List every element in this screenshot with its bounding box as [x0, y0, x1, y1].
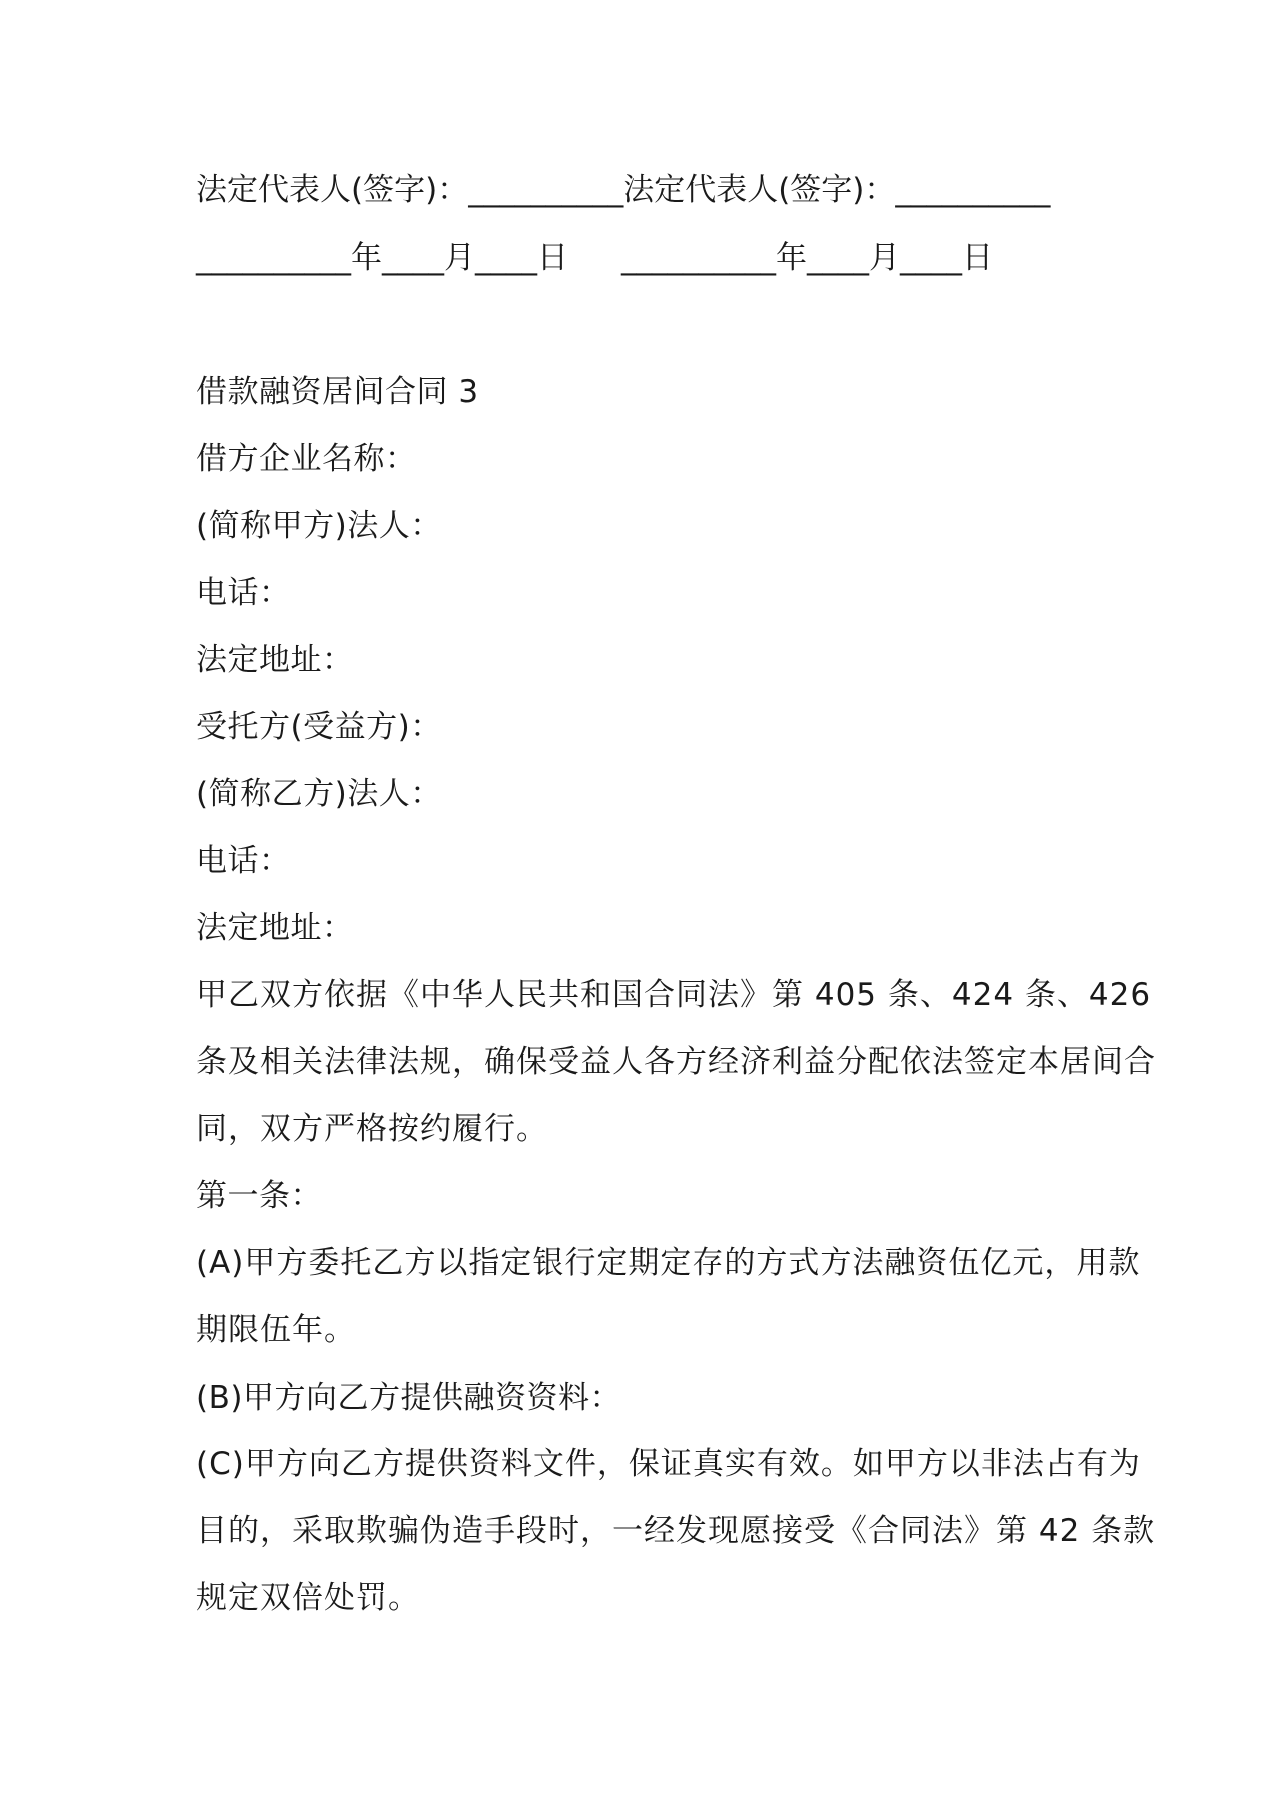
clause-a	[196, 1230, 1141, 1364]
left-date-line: __________年____月____日	[196, 240, 568, 276]
intro-line: 条及相关法律法规，确保受益人各方经济利益分配依法签定本居间合	[196, 1044, 1156, 1080]
field-party-a-address: 法定地址：	[196, 642, 354, 678]
clause-a-line: 期限伍年。	[196, 1312, 356, 1348]
field-party-a-legal-person: (简称甲方)法人：	[196, 508, 442, 544]
field-party-b-address: 法定地址：	[196, 910, 354, 946]
clause-c-line: (C)甲方向乙方提供资料文件，保证真实有效。如甲方以非法占有为	[196, 1446, 1141, 1482]
field-party-a-phone: 电话：	[196, 575, 291, 611]
left-signature-label: 法定代表人(签字)：__________	[196, 172, 624, 208]
clause-b: (B)甲方向乙方提供融资资料：	[196, 1380, 621, 1416]
date-row	[196, 238, 1196, 278]
clause-c-line: 目的，采取欺骗伪造手段时，一经发现愿接受《合同法》第 42 条款	[196, 1513, 1156, 1549]
right-signature-label: 法定代表人(签字)：__________	[623, 172, 1051, 208]
field-party-b-phone: 电话：	[196, 843, 291, 879]
field-borrower-name: 借方企业名称：	[196, 441, 417, 477]
intro-paragraph	[196, 962, 1156, 1163]
article-one-heading: 第一条：	[196, 1178, 322, 1214]
clause-c	[196, 1431, 1156, 1632]
clause-a-line: (A)甲方委托乙方以指定银行定期定存的方式方法融资伍亿元，用款	[196, 1245, 1141, 1281]
intro-line: 同，双方严格按约履行。	[196, 1111, 548, 1147]
contract-title: 借款融资居间合同 3	[196, 374, 479, 410]
right-date-line: __________年____月____日	[621, 240, 993, 276]
clause-c-line: 规定双倍处罚。	[196, 1580, 420, 1616]
signature-row	[196, 170, 1050, 210]
field-trustee: 受托方(受益方)：	[196, 709, 442, 745]
intro-line: 甲乙双方依据《中华人民共和国合同法》第 405 条、424 条、426	[196, 977, 1152, 1013]
field-party-b-legal-person: (简称乙方)法人：	[196, 776, 442, 812]
